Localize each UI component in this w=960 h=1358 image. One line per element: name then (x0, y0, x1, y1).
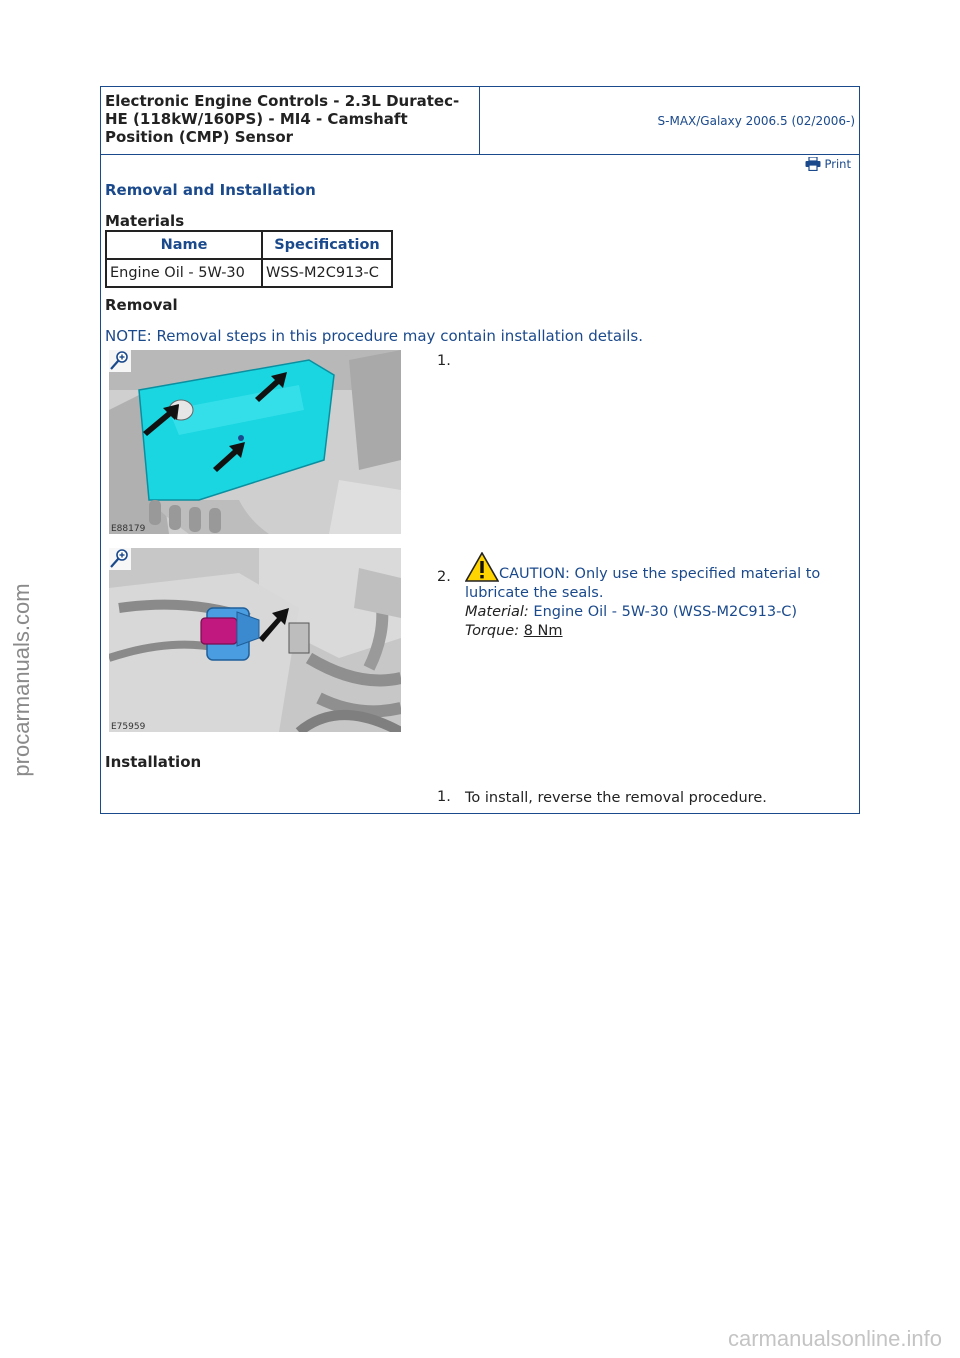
materials-table (105, 230, 393, 288)
header-divider (479, 87, 480, 154)
print-label: Print (824, 157, 851, 171)
document-page (100, 86, 860, 814)
installation-step-text: To install, reverse the removal procedure. (465, 790, 767, 806)
material-label: Material: (465, 604, 529, 620)
material-spec-cell: WSS-M2C913-C (262, 259, 392, 287)
material-name-cell: Engine Oil - 5W-30 (106, 259, 262, 287)
step-number: 2. (437, 569, 451, 585)
vehicle-model: S-MAX/Galaxy 2006.5 (02/2006-) (657, 114, 855, 128)
step-number: 1. (437, 353, 451, 369)
column-header-specification: Specification (262, 231, 392, 259)
torque-value-link[interactable]: 8 Nm (523, 623, 563, 639)
materials-heading: Materials (105, 212, 185, 230)
installation-heading: Installation (105, 753, 202, 771)
side-watermark-text: procarmanuals.com (9, 583, 34, 777)
step-number: 1. (437, 789, 451, 805)
figure-code: E88179 (111, 524, 146, 534)
torque-line (465, 622, 845, 641)
section-title: Removal and Installation (105, 181, 316, 199)
removal-note: NOTE: Removal steps in this procedure may contain installation details. (105, 327, 643, 345)
step-2-body (465, 552, 845, 641)
column-header-name: Name (106, 231, 262, 259)
bottom-watermark: carmanualsonline.info (727, 1326, 942, 1351)
side-watermark (0, 0, 44, 1358)
zoom-icon[interactable] (109, 548, 131, 570)
torque-label: Torque: (465, 623, 520, 639)
table-header-row (106, 231, 392, 259)
cmp-sensor-illustration (109, 548, 401, 732)
page-title: Electronic Engine Controls - 2.3L Duratec-HE (118kW/160PS) - MI4 - Camshaft Position (CMP) Sensor (105, 92, 460, 146)
step-1-figure[interactable] (109, 350, 401, 534)
material-value: Engine Oil - 5W-30 (WSS-M2C913-C) (533, 604, 798, 620)
caution-text: CAUTION: Only use the specified material to lubricate the seals. (465, 566, 821, 601)
printer-icon (805, 157, 821, 171)
step-2-figure[interactable] (109, 548, 401, 732)
caution-block (465, 552, 845, 603)
zoom-icon[interactable] (109, 350, 131, 372)
document-header (101, 87, 859, 155)
removal-heading: Removal (105, 296, 178, 314)
print-button[interactable] (805, 157, 851, 171)
figure-code: E75959 (111, 722, 146, 732)
material-line (465, 603, 845, 622)
warning-icon (465, 552, 499, 582)
engine-cover-illustration (109, 350, 401, 534)
table-row (106, 259, 392, 287)
